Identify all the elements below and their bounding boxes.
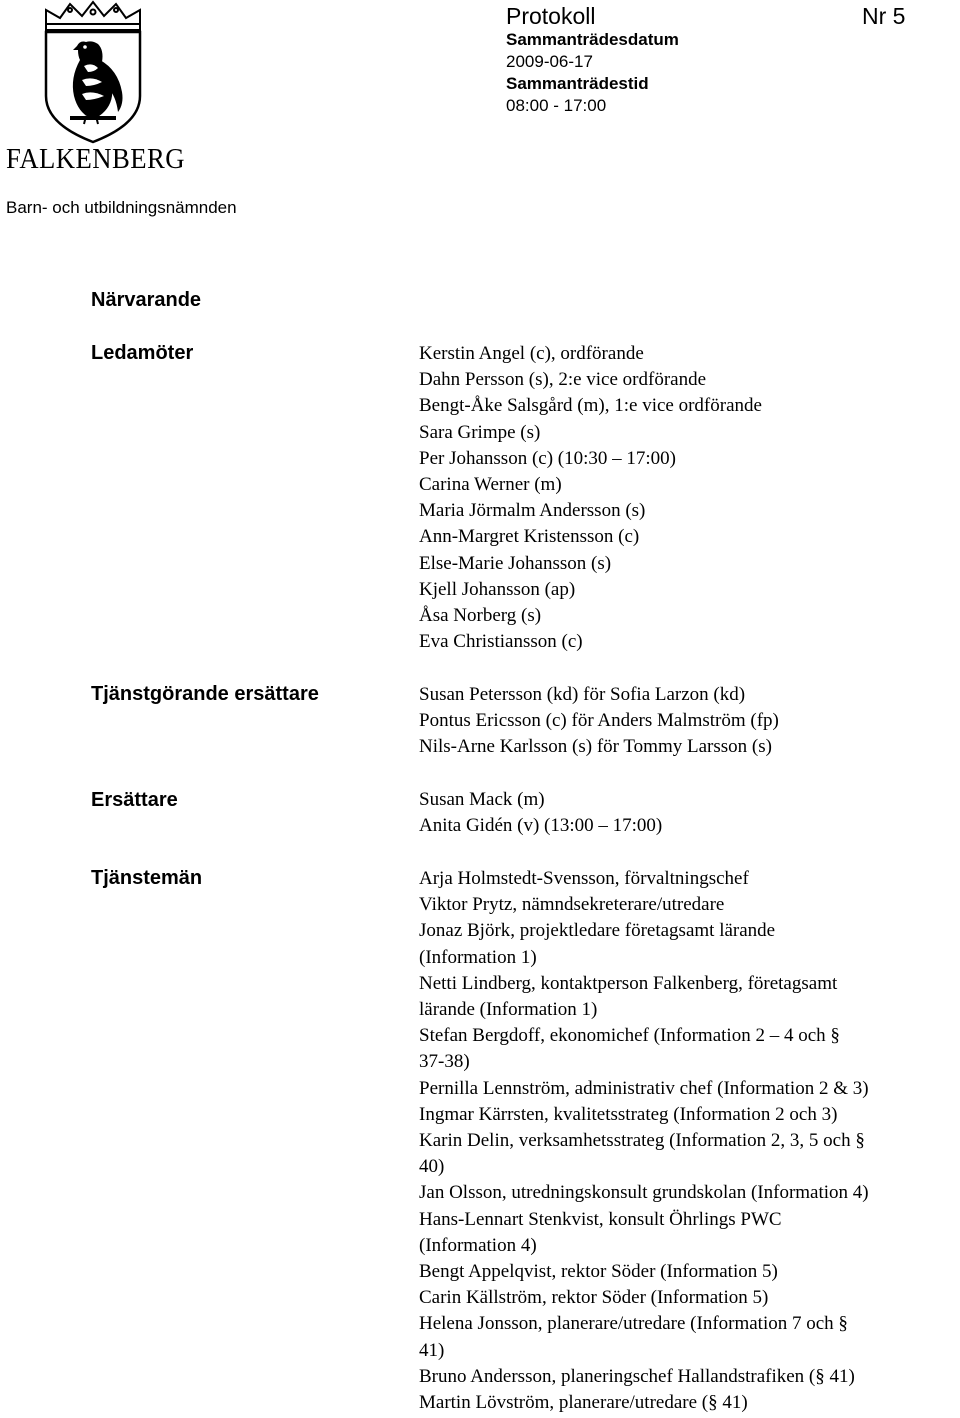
official-line: Pernilla Lennström, administrativ chef (Information 2 & 3) [419,1077,869,1099]
substitutes-list [419,787,959,839]
member-name: Kjell Johansson (ap) [419,578,576,600]
meeting-date-label: Sammanträdesdatum [506,30,679,49]
municipality-wordmark: FALKENBERG [6,143,186,175]
substitute-name: Susan Mack (m) [419,789,545,810]
officials-label: Tjänstemän [91,867,203,889]
meeting-time: 08:00 - 17:00 [506,96,607,115]
substitute-name: Anita Gidén (v) (13:00 – 17:00) [419,815,663,837]
committee-name: Barn- och utbildningsnämnden [6,198,237,217]
member-name: Eva Christiansson (c) [419,631,583,653]
serving-substitutes-label: Tjänstgörande ersättare [91,683,319,705]
document-number: Nr 5 [862,3,906,29]
official-line: Martin Lövström, planerare/utredare (§ 41) [419,1392,748,1414]
officials-list [419,866,959,1416]
meeting-date: 2009-06-17 [506,52,593,71]
official-line: lärande (Information 1) [419,999,598,1021]
serving-substitutes-list [419,682,959,761]
official-line: Bengt Appelqvist, rektor Söder (Information 5) [419,1261,778,1283]
document-type: Protokoll [506,3,596,29]
substitutes-label: Ersättare [91,789,178,811]
present-heading: Närvarande [91,289,202,311]
member-name: Dahn Persson (s), 2:e vice ordförande [419,369,707,391]
coat-of-arms-logo [40,0,146,144]
official-line: Jan Olsson, utredningskonsult grundskolan (Information 4) [419,1182,869,1204]
members-list [419,341,959,655]
official-line: Carin Källström, rektor Söder (Information 5) [419,1287,769,1309]
official-line: Karin Delin, verksamhetsstrateg (Information 2, 3, 5 och § [419,1130,865,1152]
official-line: (Information 1) [419,946,537,968]
member-name: Ann-Margret Kristensson (c) [419,526,640,548]
serving-substitute-name: Nils-Arne Karlsson (s) för Tommy Larsson (s) [419,736,772,758]
official-line: Arja Holmstedt-Svensson, förvaltningschef [419,868,749,889]
serving-substitute-name: Pontus Ericsson (c) för Anders Malmström (fp) [419,710,779,732]
official-line: Viktor Prytz, nämndsekreterare/utredare [419,894,725,916]
official-line: 40) [419,1156,445,1178]
official-line: 41) [419,1339,445,1361]
members-label: Ledamöter [91,342,194,364]
official-line: Netti Lindberg, kontaktperson Falkenberg, företagsamt [419,972,838,994]
member-name: Bengt-Åke Salsgård (m), 1:e vice ordförande [419,395,762,417]
official-line: Jonaz Björk, projektledare företagsamt lärande [419,920,776,942]
member-name: Sara Grimpe (s) [419,421,541,443]
member-name: Else-Marie Johansson (s) [419,552,612,574]
member-name: Carina Werner (m) [419,474,562,496]
member-name: Per Johansson (c) (10:30 – 17:00) [419,447,676,469]
serving-substitute-name: Susan Petersson (kd) för Sofia Larzon (kd) [419,684,746,705]
official-line: Ingmar Kärrsten, kvalitetsstrateg (Information 2 och 3) [419,1103,838,1125]
official-line: Stefan Bergdoff, ekonomichef (Information 2 – 4 och § [419,1025,840,1047]
member-name: Maria Jörmalm Andersson (s) [419,500,646,522]
meeting-time-label: Sammanträdestid [506,74,649,93]
official-line: Helena Jonsson, planerare/utredare (Information 7 och § [419,1313,848,1335]
member-name: Åsa Norberg (s) [419,605,542,627]
official-line: (Information 4) [419,1234,537,1256]
official-line: 37-38) [419,1051,470,1073]
official-line: Hans-Lennart Stenkvist, konsult Öhrlings PWC [419,1208,782,1230]
member-name: Kerstin Angel (c), ordförande [419,343,644,364]
official-line: Bruno Andersson, planeringschef Hallandstrafiken (§ 41) [419,1365,855,1387]
